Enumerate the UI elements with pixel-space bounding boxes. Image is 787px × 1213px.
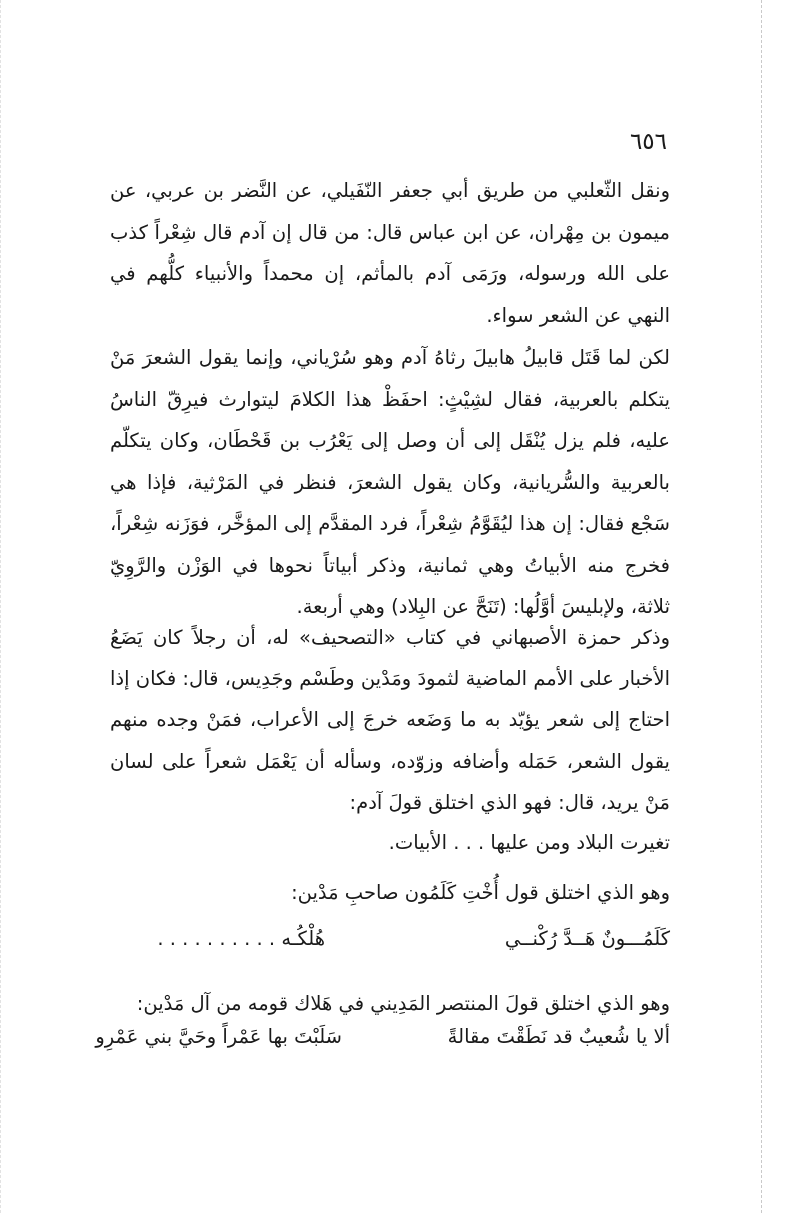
paragraph-2 — [110, 337, 670, 628]
verse-intro-line — [110, 984, 670, 1024]
verse-intro-line — [110, 873, 670, 913]
verse-1-first-hemistich: كَلَمُـــونٌ هَــدَّ رُكْنــي — [504, 927, 670, 950]
paragraph-text: لكن لما قَتَل قابيلُ هابيلَ رثاهُ آدم وهو سُرْياني، وإنما يقول الشعرَ مَنْ يتكلم بالعربية، فقال لشِيْثٍ: احفَظْ هذا الكلامَ ليتوارث فيرِقّ الناسُ عليه، فلم يزل يُنْقَل إلى أن وصل إلى يَعْرُب بن قَحْطَان، وكان يتكلّم بالعربية والسُّريانية، وكان يقول الشعرَ، فنظر في المَرْثية، فإذا هي سَجْع فقال: إن هذا ليُقَوَّمُ شِعْراً، فرد المقدَّم إلى المؤخَّر، فوَزَنه شِعْراً، فخرج منه الأبياتُ وهي ثمانية، وذكر أبياتاً نحوها في الوَزْن والرَّوِيّ ثلاثة، ولإبليسَ أوَّلُها: (تَنَحَّ عن البِلاد) وهي أربعة. — [110, 346, 670, 618]
paragraph-3 — [110, 617, 670, 823]
paragraph-text: ونقل الثّعلبي من طريق أبي جعفر النّفَيلي، عن النَّضر بن عربي، عن ميمون بن مِهْران، عن ابن عباس قال: من قال إن آدم قال شِعْراً كذب على الله ورسوله، ورَمَى آدم بالمأثم، إن محمداً والأنبياء كلُّهم في النهي عن الشعر سواء. — [110, 179, 670, 327]
paragraph-1 — [110, 170, 670, 336]
page-number: ٦٥٦ — [629, 129, 667, 155]
paragraph-text: وذكر حمزة الأصبهاني في كتاب «التصحيف» له، أن رجلاً كان يَضَعُ الأخبار على الأمم الماضية لثمودَ ومَدْين وطَسْم وجَدِيس، قال: فكان إذا احتاج إلى شعر يؤيّد به ما وَضَعه خرجَ إلى الأعراب، فمَنْ وجده منهم يقول الشعر، حَمَله وأضافه وزوّده، وسأله أن يَعْمَل شعراً على لسان مَنْ يريد، قال: فهو الذي اختلق قولَ آدم: — [110, 626, 670, 814]
paragraph-text: وهو الذي اختلق قول أُخْتِ كَلَمُون صاحبِ مَدْين: — [291, 881, 670, 904]
verse-1-second-hemistich: هُلْكُـه . . . . . . . . . . — [157, 927, 325, 950]
scan-margin-left — [0, 0, 1, 1213]
paragraph-text: وهو الذي اختلق قولَ المنتصر المَدِيني في هَلاك قومه من آل مَدْين: — [136, 992, 670, 1015]
scan-margin-right — [761, 0, 762, 1213]
verse-2-first-hemistich: ألا يا شُعيبٌ قد نَطَقْتَ مقالةً — [447, 1025, 670, 1048]
paragraph-text: تغيرت البلاد ومن عليها . . . الأبيات. — [388, 831, 670, 854]
verse-2-second-hemistich: سَلَبْتَ بها عَمْراً وحَيَّ بني عَمْرِو — [95, 1025, 342, 1048]
verse-reference-line — [218, 823, 670, 863]
